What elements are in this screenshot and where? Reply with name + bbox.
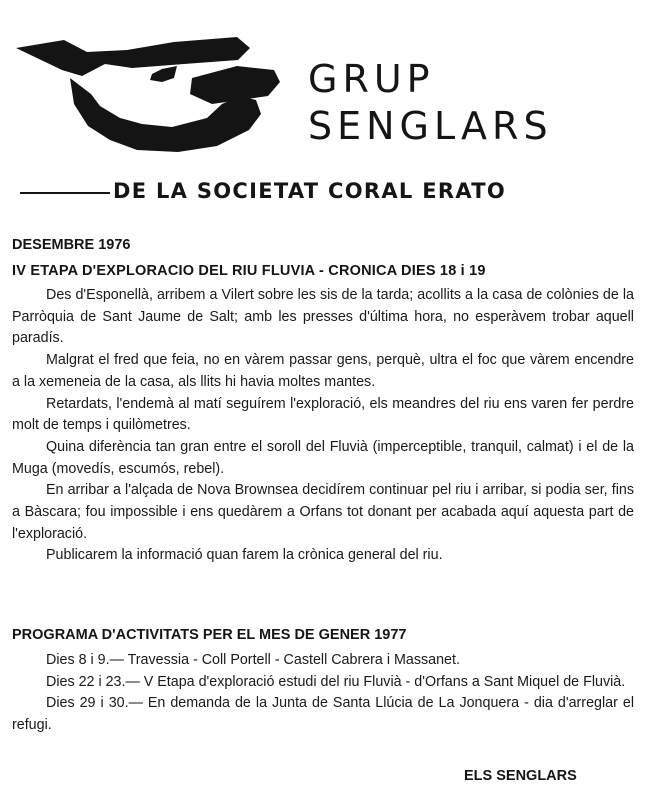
- program-item: Dies 8 i 9.— Travessia - Coll Portell - Castell Cabrera i Massanet.: [46, 652, 460, 668]
- report-title: IV ETAPA D'EXPLORACIO DEL RIU FLUVIA - CRONICA DIES 18 i 19: [12, 263, 486, 279]
- title-line-1: GRUP: [308, 57, 435, 101]
- report-paragraph: Retardats, l'endemà al matí seguírem l'exploració, els meandres del riu ens varen fer perdre molt de temps i quilòmetres.: [12, 395, 634, 434]
- brand-title: [308, 56, 553, 150]
- subtitle: DE LA SOCIETAT CORAL ERATO: [113, 179, 507, 203]
- signature: ELS SENGLARS: [464, 768, 577, 784]
- program-item: Dies 22 i 23.— V Etapa d'exploració estudi del riu Fluvià - d'Orfans a Sant Miquel de Fluvià.: [46, 673, 626, 690]
- program-item: Dies 29 i 30.— En demanda de la Junta de Santa Llúcia de La Jonquera - dia d'arreglar el refugi.: [12, 695, 634, 734]
- subtitle-rule: [20, 192, 110, 194]
- report-paragraph: En arribar a l'alçada de Nova Brownsea decidírem continuar pel riu i arribar, si podia ser, fins a Bàscara; fou impossible i ens quedàrem a Orfans tot donant per acabada aquí aquesta part de l'exploració.: [12, 482, 634, 542]
- report-paragraph: Des d'Esponellà, arribem a Vilert sobre les sis de la tarda; acollits a la casa de colònies de la Parròquia de Sant Jaume de Salt; amb les presses d'última hora, no esperàvem trobar aquell paradís.: [12, 287, 634, 347]
- report-paragraph: Malgrat el fred que feia, no en vàrem passar gens, perquè, ultra el foc que vàrem encendre a la xemeneia de la casa, als llits hi havia moltes mantes.: [12, 352, 634, 390]
- report-date-heading: DESEMBRE 1976: [12, 237, 131, 253]
- boar-logo-icon: [12, 34, 282, 159]
- program-heading: PROGRAMA D'ACTIVITATS PER EL MES DE GENER 1977: [12, 627, 407, 643]
- report-paragraph: Publicarem la informació quan farem la crònica general del riu.: [46, 547, 443, 564]
- program-list: [12, 650, 634, 737]
- report-paragraph: Quina diferència tan gran entre el soroll del Fluvià (imperceptible, tranquil, calmat) i el de la Muga (movedís, escumós, rebel).: [12, 438, 634, 477]
- title-line-2: SENGLARS: [308, 104, 553, 148]
- report-body: [12, 285, 634, 567]
